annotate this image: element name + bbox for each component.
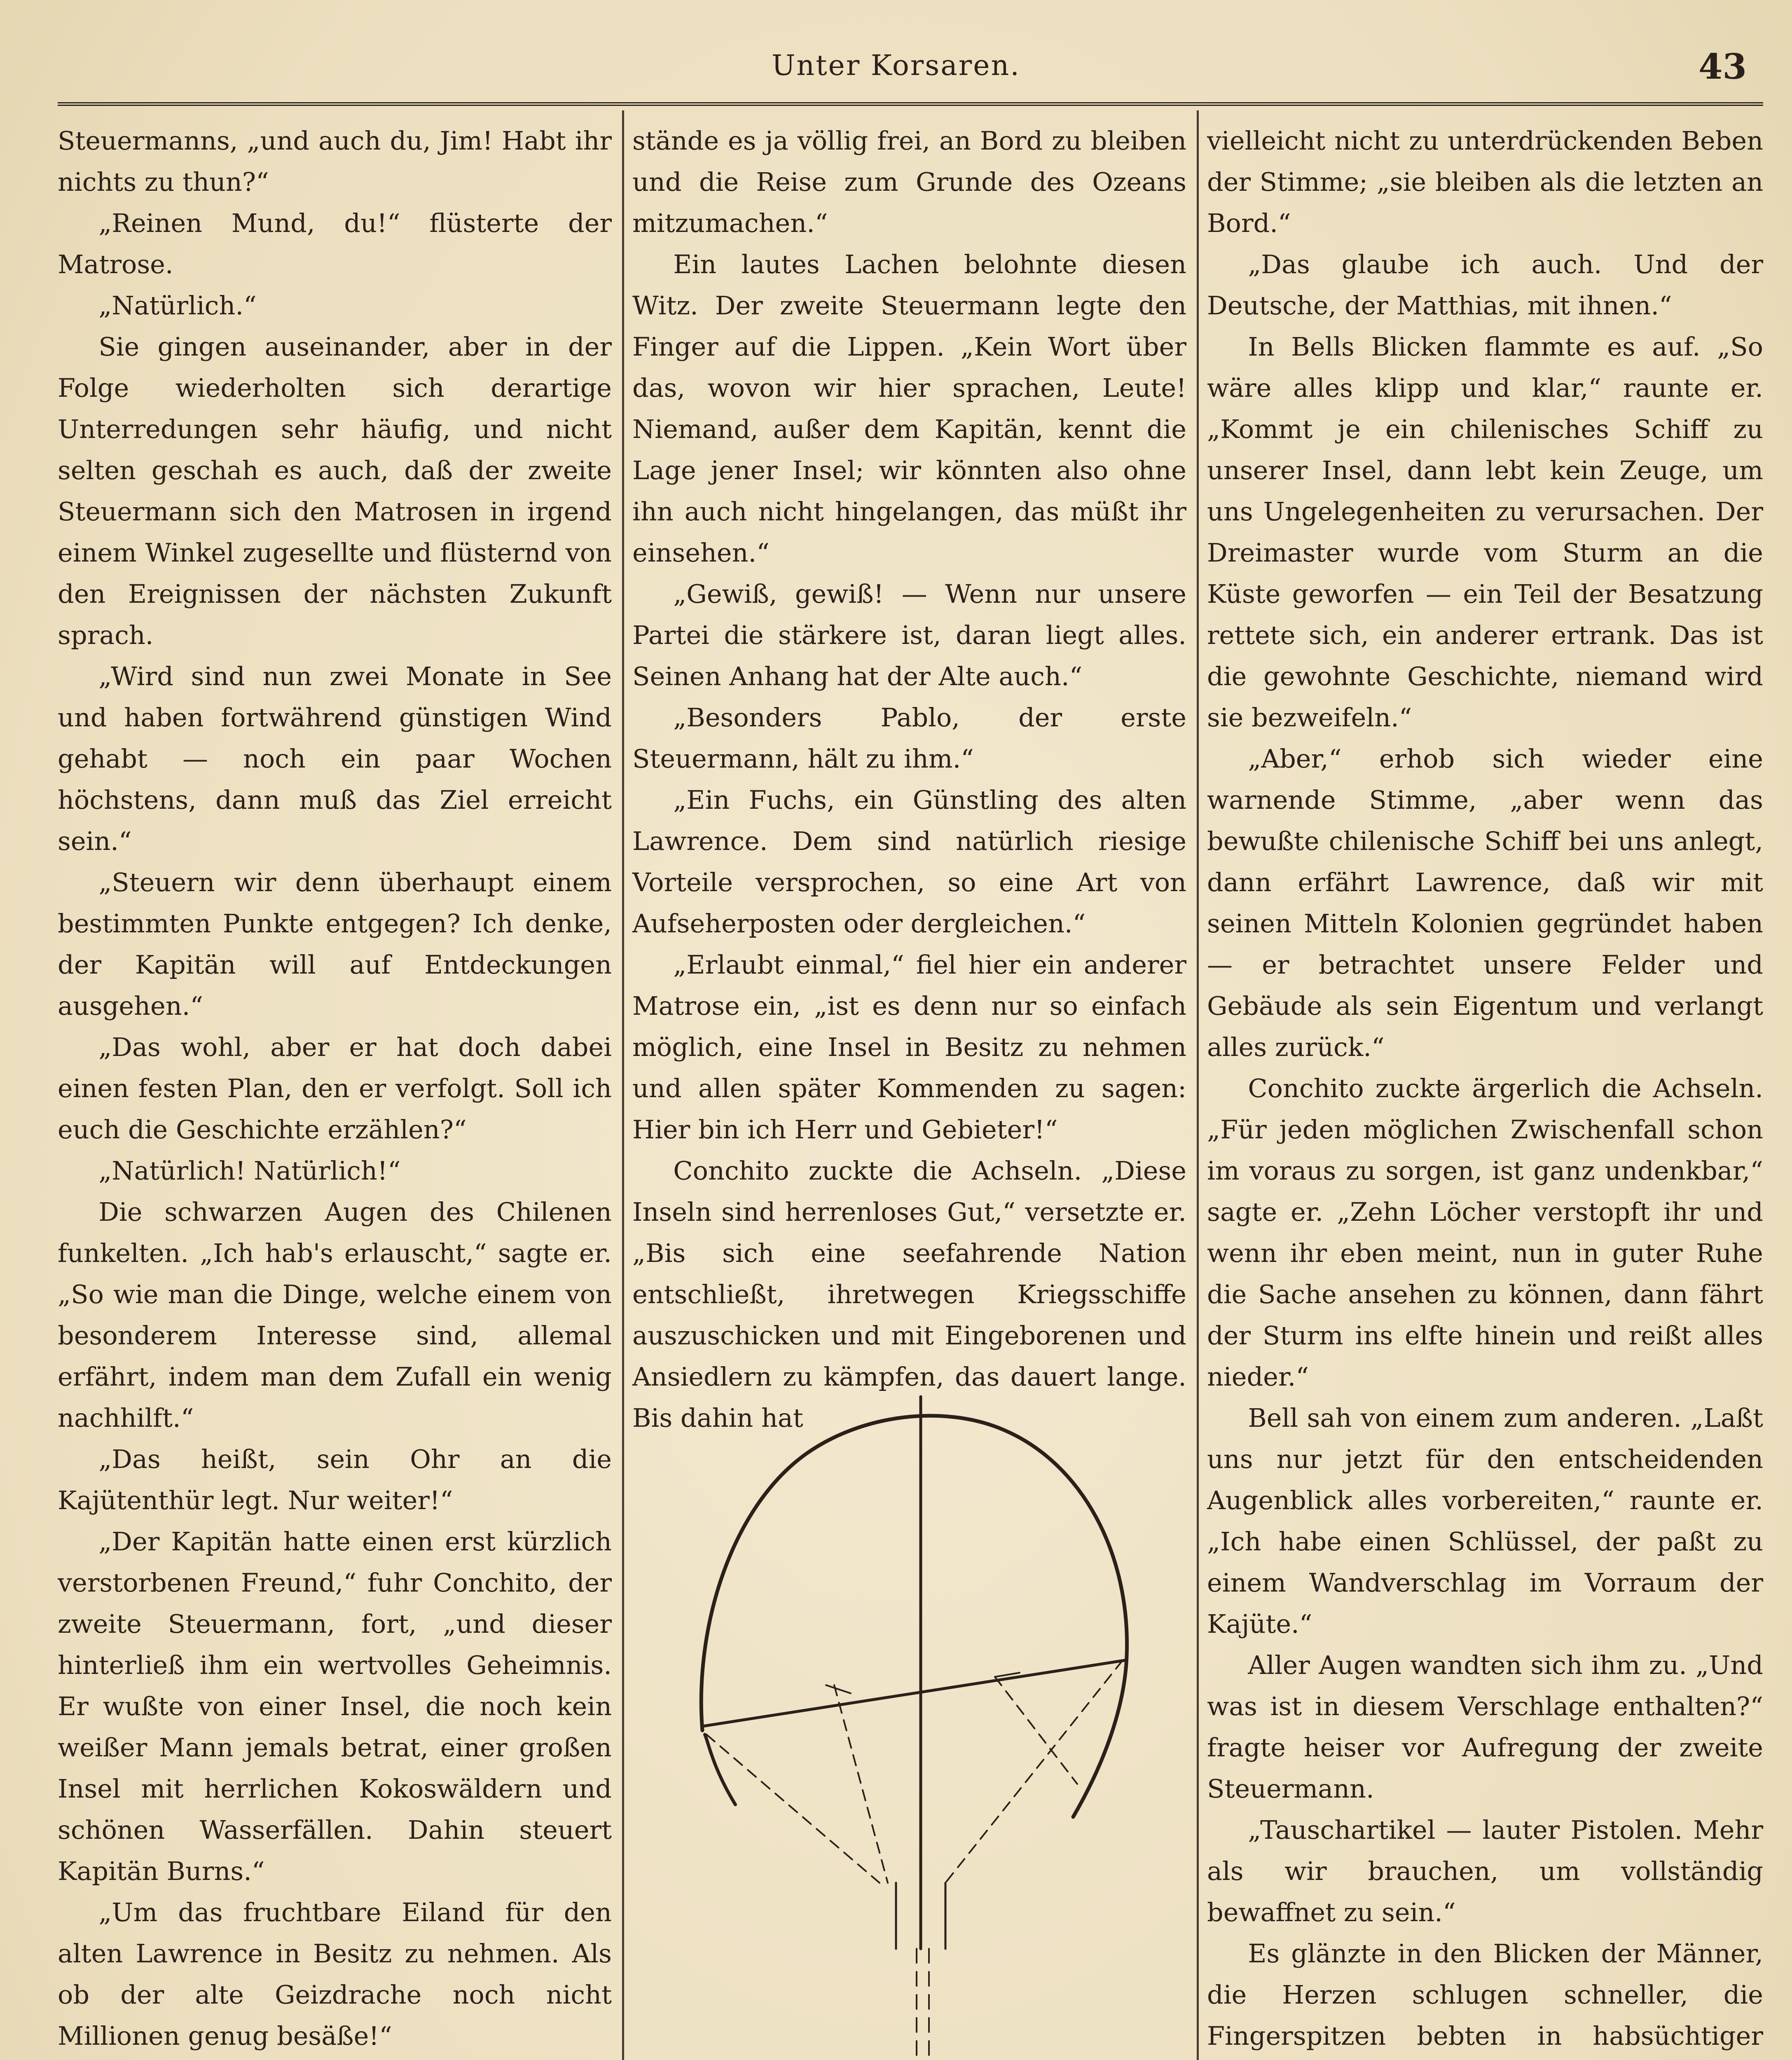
paragraph: „Das glaube ich auch. Und der Deutsche, der Matthias, mit ihnen.“	[1207, 249, 1763, 321]
paragraph: Ein lautes Lachen belohnte diesen Witz. Der zweite Steuermann legte den Finger auf die Lippen. „Kein Wort über das, wovon wir hier sprachen, Leute! Niemand, außer dem Kapitän, kennt die Lage jener Insel; wir könnten also ohne ihn auch nicht hingelangen, das müßt ihr einsehen.“	[632, 249, 1186, 568]
paragraph: vielleicht nicht zu unterdrückenden Beben der Stimme; „sie bleiben als die letzten an Bord.“	[1207, 126, 1763, 238]
paragraph: Es glänzte in den Blicken der Männer, die Herzen schlugen schneller, die Fingerspitzen bebten in habsüchtiger	[1207, 1938, 1763, 2051]
paragraph: „Natürlich! Natürlich!“	[98, 1156, 401, 1186]
paragraph: „Aber,“ erhob sich wieder eine warnende Stimme, „aber wenn das bewußte chilenische Schiff bei uns anlegt, dann erfährt Lawrence, daß wir mit seinen Mitteln Kolonien gegründet haben — er betrachtet unsere Felder und Gebäude als sein Eigentum und verlangt alles zurück.“	[1207, 744, 1763, 1062]
paragraph: Die schwarzen Augen des Chilenen funkelten. „Ich hab's erlauscht,“ sagte er. „So wie man die Dinge, welche einem von besonderem Interesse sind, allemal erfährt, indem man dem Zufall ein wenig nachhilft.“	[58, 1197, 612, 1433]
paragraph: „Reinen Mund, du!“ flüsterte der Matrose.	[58, 208, 612, 279]
column-divider-right	[1197, 110, 1199, 2060]
paragraph: „Das heißt, sein Ohr an die Kajütenthür legt. Nur weiter!“	[58, 1444, 612, 1515]
paragraph	[58, 2057, 612, 2060]
running-header-title: Unter Korsaren.	[772, 49, 1020, 82]
paragraph: „Natürlich.“	[98, 290, 257, 321]
paragraph: „Steuern wir denn überhaupt einem bestimmten Punkte entgegen? Ich denke, der Kapitän will auf Entdeckungen ausgehen.“	[58, 867, 612, 1021]
paragraph: Bell sah von einem zum anderen. „Laßt uns nur jetzt für den entscheidenden Augenblick alles vorbereiten,“ raunte er. „Ich habe einen Schlüssel, der paßt zu einem Wandverschlag im Vorraum der Kajüte.“	[1207, 1403, 1763, 1639]
paragraph: „Der Kapitän hatte einen erst kürzlich verstorbenen Freund,“ fuhr Conchito, der zweite Steuermann, fort, „und dieser hinterließ ihm ein wertvolles Geheimnis. Er wußte von einer Insel, die noch kein weißer Mann jemals betrat, einer großen Insel mit herrlichen Kokoswäldern und schönen Wasserfällen. Dahin steuert Kapitän Burns.“	[58, 1526, 612, 1886]
crab-frame-drawing	[632, 1372, 1186, 2060]
column-divider-left	[622, 110, 624, 2060]
paragraph: „Um das fruchtbare Eiland für den alten Lawrence in Besitz zu nehmen. Als ob der alte Geizdrache noch nicht Millionen genug besäße!“	[58, 1897, 612, 2051]
figure-crab-frame	[632, 1372, 1186, 2060]
brace-left-inner	[834, 1685, 888, 1883]
paragraph: „Besonders Pablo, der erste Steuermann, hält zu ihm.“	[632, 702, 1186, 774]
paragraph: Conchito zuckte die Achseln. „Diese Inseln sind herrenloses Gut,“ versetzte er. „Bis sich eine seefahrende Nation entschließt, ihretwegen Kriegsschiffe auszuschicken und mit Eingeborenen und Ansiedlern zu kämpfen, das dauert lange. Bis dahin hat	[632, 1156, 1186, 1433]
header-rule	[58, 102, 1763, 106]
rim-left-end	[705, 1735, 735, 1805]
paragraph: „Tauschartikel — lauter Pistolen. Mehr als wir brauchen, um vollständig bewaffnet zu sein.“	[1207, 1815, 1763, 1927]
column-3	[1207, 120, 1763, 2060]
paragraph: Conchito zuckte ärgerlich die Achseln. „Für jeden möglichen Zwischenfall schon im voraus zu sorgen, ist ganz undenkbar,“ sagte er. „Zehn Löcher verstopft ihr und wenn ihr eben meint, nun in guter Ruhe die Sache ansehen zu können, dann fährt der Sturm ins elfte hinein und reißt alles nieder.“	[1207, 1073, 1763, 1392]
paragraph: Sie gingen auseinander, aber in der Folge wiederholten sich derartige Unterredungen sehr häufig, und nicht selten geschah es auch, daß der zweite Steuermann sich den Matrosen in irgend einem Winkel zugesellte und flüsternd von den Ereignissen der nächsten Zukunft sprach.	[58, 332, 612, 650]
paragraph: „Wird sind nun zwei Monate in See und haben fortwährend günstigen Wind gehabt — noch ein paar Wochen höchstens, dann muß das Ziel erreicht sein.“	[58, 661, 612, 856]
paragraph: Aller Augen wandten sich ihm zu. „Und was ist in diesem Verschlage enthalten?“ fragte heiser vor Aufregung der zweite Steuermann.	[1207, 1650, 1763, 1804]
brace-joint-left	[826, 1685, 851, 1693]
paragraph: „Gewiß, gewiß! — Wenn nur unsere Partei die stärkere ist, daran liegt alles. Seinen Anhang hat der Alte auch.“	[632, 579, 1186, 691]
column-1	[58, 120, 612, 2060]
paragraph: Steuermanns, „und auch du, Jim! Habt ihr nichts zu thun?“	[58, 126, 612, 197]
paragraph: In Bells Blicken flammte es auf. „So wäre alles klipp und klar,“ raunte er. „Kommt je ein chilenisches Schiff zu unserer Insel, dann lebt kein Zeuge, um uns Ungelegenheiten zu verursachen. Der Dreimaster wurde vom Sturm an die Küste geworfen — ein Teil der Besatzung rettete sich, ein anderer ertrank. Das ist die gewohnte Geschichte, niemand wird sie bezweifeln.“	[1207, 332, 1763, 733]
column-2-top	[632, 120, 1186, 1433]
paragraph: „Ein Fuchs, ein Günstling des alten Lawrence. Dem sind natürlich riesige Vorteile versprochen, so eine Art von Aufseherposten oder dergleichen.“	[632, 785, 1186, 939]
paragraph: stände es ja völlig frei, an Bord zu bleiben und die Reise zum Grunde des Ozeans mitzumachen.“	[632, 126, 1186, 238]
paragraph: „Das wohl, aber er hat doch dabei einen festen Plan, den er verfolgt. Soll ich euch die Geschichte erzählen?“	[58, 1032, 612, 1145]
crossbar	[702, 1660, 1125, 1726]
rim-arc	[701, 1416, 1127, 1817]
paragraph: „Erlaubt einmal,“ fiel hier ein anderer Matrose ein, „ist es denn nur so einfach möglich, eine Insel in Besitz zu nehmen und allen später Kommenden zu sagen: Hier bin ich Herr und Gebieter!“	[632, 950, 1186, 1145]
page-number: 43	[1698, 46, 1747, 87]
